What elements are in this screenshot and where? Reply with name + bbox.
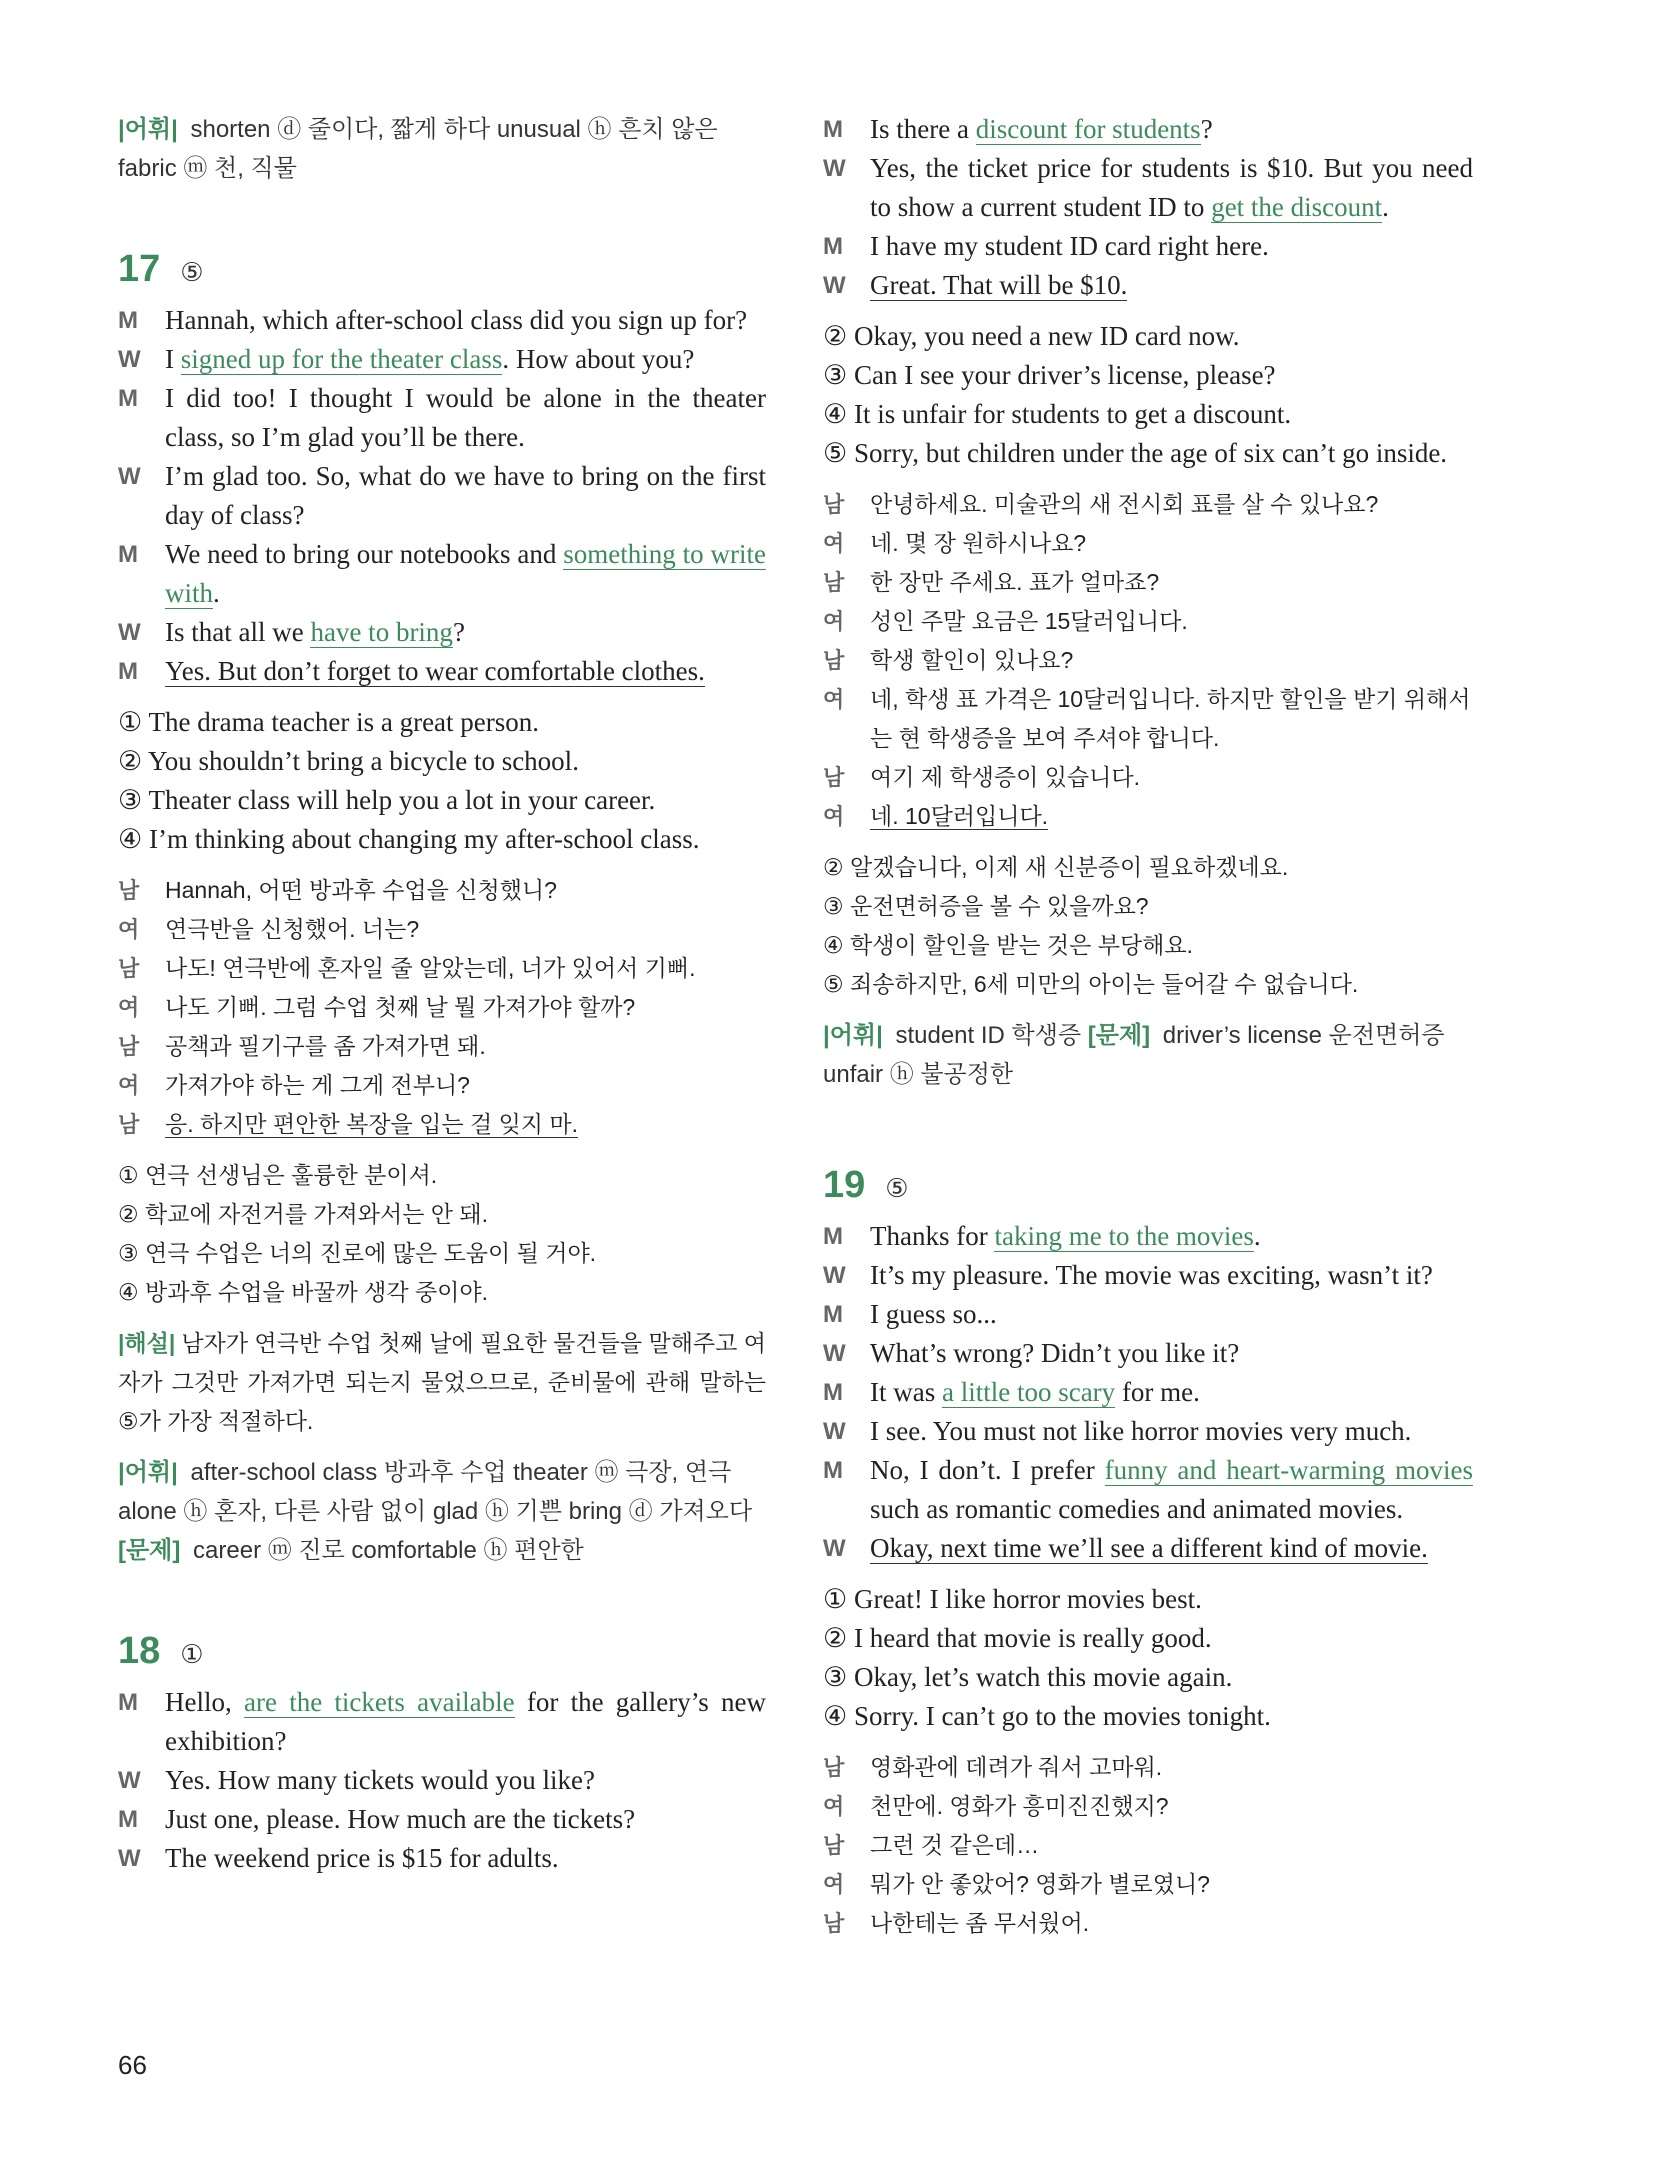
answer-blank: are the tickets available [243,1687,515,1717]
dialogue-line [823,1256,1473,1295]
q17-dialogue [118,301,766,691]
dialogue-line [118,301,766,340]
dialogue-line [118,949,766,988]
dialogue-line [823,1451,1473,1529]
text-segment: shorten ⓓ 줄이다, 짧게 하다 unusual ⓗ 흔치 않은 [190,116,718,143]
dialogue-line [823,1904,1473,1943]
text-segment: unfair ⓗ 불공정한 [823,1061,1014,1088]
dialogue-text [165,988,766,1027]
dialogue-text [165,1105,766,1144]
option-item: ③ 운전면허증을 볼 수 있을까요? [823,893,1149,919]
text-segment: 네, 학생 표 가격은 10달러입니다. 하지만 할인을 받기 위해서는 현 학생증을 보여 주셔야 합니다. [870,686,1471,751]
text-segment: 나한테는 좀 무서웠어. [870,1910,1090,1936]
dialogue-text [165,379,766,457]
dialogue-line [118,1105,766,1144]
text-segment: The weekend price is $15 for adults. [165,1843,559,1873]
dialogue-text [870,485,1473,524]
text-segment: Hello, [165,1687,244,1717]
answer-marker: ⑤ [885,1174,909,1204]
speaker-label: W [118,463,141,490]
vocab-line [118,1531,766,1570]
speaker-label: M [118,307,138,334]
text-segment: 안녕하세요. 미술관의 새 전시회 표를 살 수 있나요? [870,491,1379,517]
option-item: ④ It is unfair for students to get a discount. [823,399,1292,429]
text-segment: Yes. How many tickets would you like? [165,1765,595,1795]
explanation-text: 남자가 연극반 수업 첫째 날에 필요한 물건들을 말해주고 여자가 그것만 가져가면 되는지 물었으므로, 준비물에 관해 말하는 ⑤가 가장 적절하다. [118,1330,766,1434]
q17-explanation [118,1324,766,1441]
text-segment: 영화관에 데려가 줘서 고마워. [870,1754,1163,1780]
text-segment: 네. 몇 장 원하시나요? [870,530,1087,556]
dialogue-text [870,1412,1473,1451]
q18-options [823,317,1473,473]
option-item: ⑤ 죄송하지만, 6세 미만의 아이는 들어갈 수 없습니다. [823,971,1359,997]
text-segment: Hannah, 어떤 방과후 수업을 신청했니? [165,877,557,903]
text-segment: for me. [1115,1377,1200,1407]
speaker-label: W [823,1340,846,1367]
dialogue-line [118,340,766,379]
dialogue-line [823,1529,1473,1568]
dialogue-text [165,949,766,988]
text-segment: Yes, the ticket price for students is $10. But you need to show a current student ID to [870,153,1473,222]
dialogue-text [870,524,1473,563]
dialogue-text [870,1295,1473,1334]
q17-korean-options [118,1156,766,1312]
dialogue-text [165,910,766,949]
answer-blank: funny and heart-warming movies [1104,1455,1473,1485]
dialogue-line [823,1295,1473,1334]
option-item: ② 알겠습니다, 이제 새 신분증이 필요하겠네요. [823,854,1289,880]
page-number: 66 [118,2050,147,2080]
dialogue-text [870,1748,1473,1787]
dialogue-text [165,652,766,691]
text-segment: Is that all we [165,617,311,647]
option-item: ⑤ Sorry, but children under the age of six can’t go inside. [823,438,1448,468]
speaker-label: W [118,1845,141,1872]
dialogue-text [165,1800,766,1839]
text-segment: 그런 것 같은데… [870,1832,1040,1858]
dialogue-text [165,1839,766,1878]
answer-blank: get the discount [1211,192,1383,222]
dialogue-text [165,301,766,340]
speaker-label: 남 [823,570,845,595]
text-segment: student ID 학생증 [895,1022,1088,1049]
option-item: ③ Okay, let’s watch this movie again. [823,1662,1233,1692]
answer-underline: 네. 10달러입니다. [870,803,1049,829]
text-segment: 뭐가 안 좋았어? 영화가 별로였니? [870,1871,1210,1897]
dialogue-line [823,1373,1473,1412]
dialogue-line [118,871,766,910]
option-item: ③ Can I see your driver’s license, please? [823,360,1276,390]
answer-blank: signed up for the theater class [180,344,503,374]
answer-blank: discount for students [975,114,1201,144]
option-item: ④ 방과후 수업을 바꿀까 생각 중이야. [118,1279,489,1305]
dialogue-line [118,613,766,652]
speaker-label: 남 [118,878,140,903]
dialogue-text [165,1027,766,1066]
answer-underline: 응. 하지만 편안한 복장을 입는 걸 잊지 마. [165,1111,578,1137]
speaker-label: M [823,1223,843,1250]
vocab-line [118,1492,766,1531]
section-tag: [문제] [118,1537,188,1564]
text-segment: What’s wrong? Didn’t you like it? [870,1338,1240,1368]
text-segment: for the gallery’s new exhibition? [165,1687,766,1756]
dialogue-line [823,1826,1473,1865]
dialogue-text [870,680,1473,758]
text-segment: I see. You must not like horror movies very much. [870,1416,1412,1446]
speaker-label: 여 [823,1872,845,1897]
text-segment: 나도 기뻐. 그럼 수업 첫째 날 뭘 가져가야 할까? [165,994,636,1020]
q17-korean-translation [118,871,766,1144]
question-number: 18 [118,1630,161,1672]
speaker-label: M [118,1806,138,1833]
dialogue-text [870,1826,1473,1865]
speaker-label: 남 [823,492,845,517]
option-item: ① The drama teacher is a great person. [118,707,540,737]
vocabulary-note [118,110,766,188]
dialogue-text [165,457,766,535]
section-tag: |어휘| [823,1022,890,1049]
question-number: 17 [118,248,161,290]
dialogue-text [870,1217,1473,1256]
explanation-tag: |해설| [118,1330,176,1356]
dialogue-line [823,1217,1473,1256]
dialogue-line [823,563,1473,602]
dialogue-text [870,1373,1473,1412]
speaker-label: M [118,385,138,412]
text-segment: Hannah, which after-school class did you sign up for? [165,305,748,335]
dialogue-line [118,1839,766,1878]
left-column [118,110,766,1878]
section-tag: [문제] [1087,1022,1157,1049]
option-item: ③ 연극 수업은 너의 진로에 많은 도움이 될 거야. [118,1240,597,1266]
text-segment: 공책과 필기구를 좀 가져가면 돼. [165,1033,486,1059]
answer-marker: ① [180,1640,204,1670]
speaker-label: W [118,1767,141,1794]
dialogue-text [165,613,766,652]
question-number: 19 [823,1164,866,1206]
option-item: ② You shouldn’t bring a bicycle to school. [118,746,579,776]
dialogue-line [823,1865,1473,1904]
speaker-label: 남 [823,1755,845,1780]
text-segment: No, I don’t. I prefer [870,1455,1105,1485]
dialogue-line [823,149,1473,227]
speaker-label: 여 [823,609,845,634]
answer-underline: Okay, next time we’ll see a different kind of movie. [870,1533,1428,1563]
text-segment: Just one, please. How much are the tickets? [165,1804,636,1834]
text-segment: I guess so... [870,1299,997,1329]
text-segment: . [1382,192,1389,222]
dialogue-line [118,652,766,691]
speaker-label: 남 [118,1034,140,1059]
option-item: ④ I’m thinking about changing my after-school class. [118,824,700,854]
text-segment: 천만에. 영화가 흥미진진했지? [870,1793,1169,1819]
text-segment: career ⓜ 진로 comfortable ⓗ 편안한 [193,1537,584,1564]
dialogue-text [870,1787,1473,1826]
text-segment: I [165,344,181,374]
speaker-label: 여 [118,995,140,1020]
dialogue-text [870,758,1473,797]
dialogue-line [118,535,766,613]
text-segment: . How about you? [502,344,695,374]
text-segment: 성인 주말 요금은 15달러입니다. [870,608,1188,634]
option-item: ① Great! I like horror movies best. [823,1584,1202,1614]
speaker-label: M [118,1689,138,1716]
speaker-label: W [823,1262,846,1289]
vocab-line [118,149,766,188]
dialogue-line [823,1334,1473,1373]
question-18-header [118,1630,766,1673]
dialogue-line [118,1761,766,1800]
dialogue-line [823,1412,1473,1451]
dialogue-text [870,1865,1473,1904]
text-segment: ? [1200,114,1213,144]
dialogue-line [118,1800,766,1839]
dialogue-text [870,266,1473,305]
dialogue-line [823,680,1473,758]
dialogue-line [118,1066,766,1105]
section-tag: |어휘| [118,1459,185,1486]
answer-underline: Great. That will be $10. [870,270,1128,300]
speaker-label: M [823,116,843,143]
speaker-label: 여 [118,917,140,942]
dialogue-line [118,1027,766,1066]
dialogue-text [165,1066,766,1105]
text-segment: driver’s license 운전면허증 [1162,1022,1445,1049]
speaker-label: W [118,619,141,646]
vocab-line [823,1055,1473,1094]
q18-vocabulary [823,1016,1473,1094]
answer-blank: a little too scary [941,1377,1116,1407]
speaker-label: 여 [823,687,845,712]
q19-korean-translation [823,1748,1473,1943]
text-segment: . [213,578,220,608]
dialogue-line [823,266,1473,305]
dialogue-text [165,1683,766,1761]
answer-blank: taking me to the movies [994,1221,1254,1251]
dialogue-text [870,1451,1473,1529]
dialogue-line [118,457,766,535]
speaker-label: W [823,272,846,299]
text-segment: It was [870,1377,942,1407]
option-item: ① 연극 선생님은 훌륭한 분이셔. [118,1162,438,1188]
dialogue-text [165,535,766,613]
dialogue-text [870,602,1473,641]
speaker-label: M [823,1379,843,1406]
vocab-line [118,110,766,149]
dialogue-text [870,227,1473,266]
text-segment: It’s my pleasure. The movie was exciting, wasn’t it? [870,1260,1433,1290]
option-item: ④ Sorry. I can’t go to the movies tonight. [823,1701,1271,1731]
speaker-label: M [118,658,138,685]
q17-options [118,703,766,859]
speaker-label: M [823,1301,843,1328]
text-segment: 여기 제 학생증이 있습니다. [870,764,1140,790]
dialogue-line [823,524,1473,563]
speaker-label: W [118,346,141,373]
text-segment: Is there a [870,114,976,144]
speaker-label: 남 [118,956,140,981]
vocab-line [118,1453,766,1492]
answer-underline: Yes. But don’t forget to wear comfortable clothes. [165,656,705,686]
dialogue-line [823,227,1473,266]
text-segment: I did too! I thought I would be alone in the theater class, so I’m glad you’ll be there. [165,383,766,452]
text-segment: alone ⓗ 혼자, 다른 사람 없이 glad ⓗ 기쁜 bring ⓓ 가져오다 [118,1498,753,1525]
speaker-label: 남 [823,765,845,790]
dialogue-line [118,379,766,457]
text-segment: I have my student ID card right here. [870,231,1269,261]
answer-blank: have to bring [310,617,453,647]
vocab-line [823,1016,1473,1055]
dialogue-line [118,910,766,949]
speaker-label: 남 [823,648,845,673]
text-segment: 한 장만 주세요. 표가 얼마죠? [870,569,1160,595]
speaker-label: 여 [823,531,845,556]
dialogue-text [870,149,1473,227]
speaker-label: M [118,541,138,568]
text-segment: Thanks for [870,1221,995,1251]
q18-dialogue-continued [823,110,1473,305]
dialogue-line [823,797,1473,836]
dialogue-text [165,1761,766,1800]
dialogue-line [823,1787,1473,1826]
q19-options [823,1580,1473,1736]
q17-vocabulary [118,1453,766,1570]
dialogue-line [823,485,1473,524]
option-item: ④ 학생이 할인을 받는 것은 부당해요. [823,932,1194,958]
option-item: ② Okay, you need a new ID card now. [823,321,1240,351]
dialogue-line [823,758,1473,797]
answer-marker: ⑤ [180,258,204,288]
text-segment: . [1253,1221,1261,1251]
text-segment: We need to bring our notebooks and [165,539,564,569]
dialogue-line [823,602,1473,641]
dialogue-line [823,1748,1473,1787]
q18-dialogue [118,1683,766,1878]
text-segment: ? [452,617,465,647]
dialogue-line [823,641,1473,680]
dialogue-text [870,641,1473,680]
speaker-label: 남 [118,1112,140,1137]
dialogue-text [870,563,1473,602]
dialogue-text [870,797,1473,836]
speaker-label: W [823,1535,846,1562]
right-column [823,110,1473,1943]
dialogue-text [870,110,1473,149]
text-segment: such as romantic comedies and animated movies. [870,1494,1404,1524]
text-segment: I’m glad too. So, what do we have to bring on the first day of class? [165,461,766,530]
q18-korean-translation [823,485,1473,836]
dialogue-text [870,1904,1473,1943]
dialogue-text [870,1256,1473,1295]
speaker-label: W [823,155,846,182]
text-segment: 나도! 연극반에 혼자일 줄 알았는데, 너가 있어서 기뻐. [165,955,696,981]
text-segment: fabric ⓜ 천, 직물 [118,155,297,182]
text-segment: after-school class 방과후 수업 theater ⓜ 극장, 연극 [190,1459,732,1486]
question-19-header [823,1164,1473,1207]
question-17-header [118,248,766,291]
speaker-label: 여 [118,1073,140,1098]
dialogue-text [870,1529,1473,1568]
q19-dialogue [823,1217,1473,1568]
speaker-label: 남 [823,1833,845,1858]
option-item: ② 학교에 자전거를 가져와서는 안 돼. [118,1201,489,1227]
text-segment: 가져가야 하는 게 그게 전부니? [165,1072,470,1098]
dialogue-line [118,1683,766,1761]
dialogue-line [118,988,766,1027]
speaker-label: 여 [823,804,845,829]
dialogue-text [165,871,766,910]
answer-blank: something to write with [165,539,766,608]
dialogue-text [165,340,766,379]
speaker-label: M [823,233,843,260]
dialogue-line [823,110,1473,149]
speaker-label: 남 [823,1911,845,1936]
speaker-label: 여 [823,1794,845,1819]
q18-korean-options [823,848,1473,1004]
section-tag: |어휘| [118,116,185,143]
speaker-label: M [823,1457,843,1484]
option-item: ② I heard that movie is really good. [823,1623,1212,1653]
speaker-label: W [823,1418,846,1445]
text-segment: 연극반을 신청했어. 너는? [165,916,420,942]
dialogue-text [870,1334,1473,1373]
text-segment: 학생 할인이 있나요? [870,647,1074,673]
option-item: ③ Theater class will help you a lot in your career. [118,785,656,815]
